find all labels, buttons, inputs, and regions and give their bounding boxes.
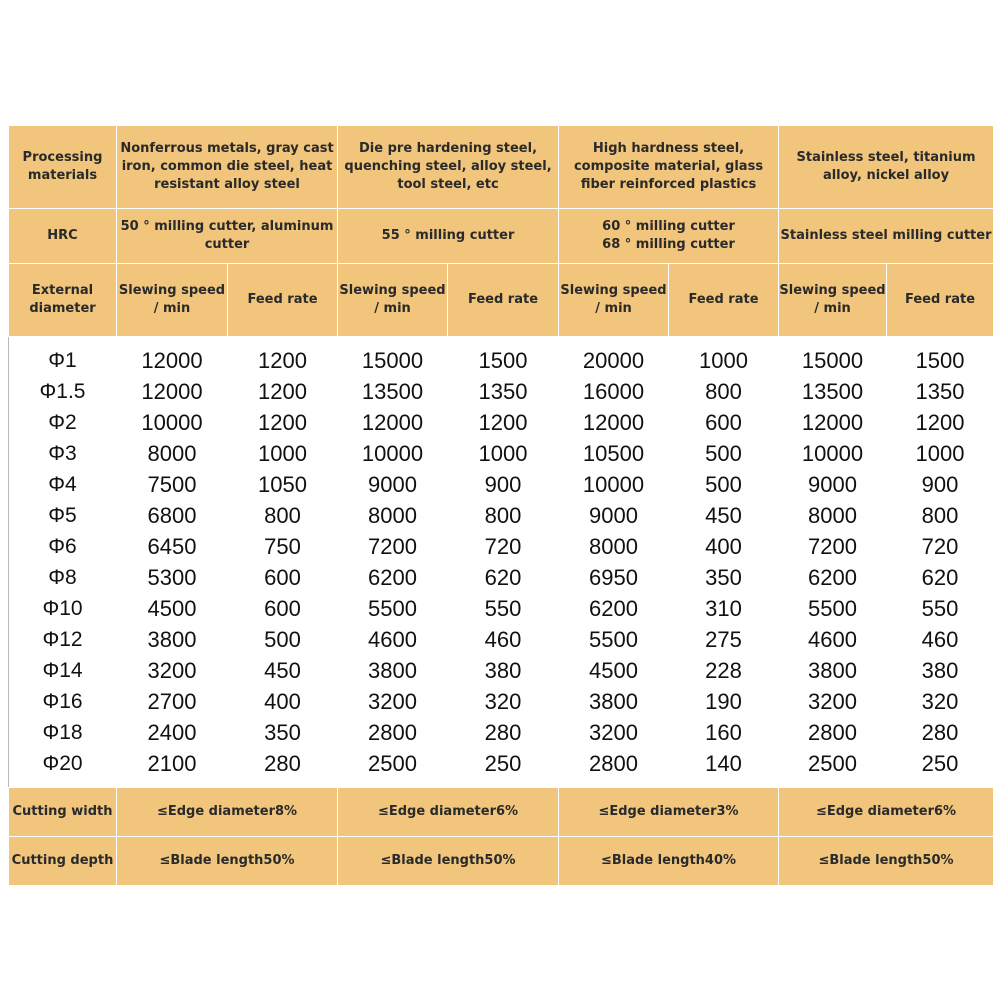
hrc-row [9,209,994,264]
table-row [9,345,994,376]
slewing-speed-cell: 3800 [559,686,669,717]
slewing-speed-cell: 10500 [559,438,669,469]
table-row [9,376,994,407]
slewing-speed-cell: 3200 [338,686,448,717]
slewing-speed-cell: 5300 [117,562,228,593]
slewing-speed-cell: 5500 [779,593,887,624]
feed-rate-cell: 140 [669,748,779,779]
slewing-speed-cell: 6450 [117,531,228,562]
diameter-cell: Φ3 [9,438,117,469]
slewing-speed-cell: 13500 [779,376,887,407]
cutting-width-row [9,788,994,837]
material-cell: High hardness steel, composite material, glass fiber reinforced plastics [559,126,779,209]
slewing-speed-header: Slewing speed / min [559,264,669,337]
feed-rate-cell: 500 [228,624,338,655]
feed-rate-cell: 800 [448,500,559,531]
table-row [9,686,994,717]
diameter-cell: Φ1 [9,345,117,376]
feed-rate-cell: 750 [228,531,338,562]
feed-rate-cell: 1200 [448,407,559,438]
diameter-cell: Φ2 [9,407,117,438]
table-row [9,593,994,624]
feed-rate-header: Feed rate [448,264,559,337]
slewing-speed-cell: 2800 [779,717,887,748]
slewing-speed-cell: 3800 [338,655,448,686]
slewing-speed-cell: 2400 [117,717,228,748]
cutting-width-cell: ≤Edge diameter3% [559,788,779,837]
slewing-speed-header: Slewing speed / min [117,264,228,337]
slewing-speed-cell: 5500 [559,624,669,655]
material-cell: Stainless steel, titanium alloy, nickel alloy [779,126,994,209]
slewing-speed-cell: 2500 [338,748,448,779]
feed-rate-cell: 1200 [228,376,338,407]
hrc-cell: 50 ° milling cutter, aluminum cutter [117,209,338,264]
milling-parameters-table [8,125,994,886]
feed-rate-cell: 550 [887,593,994,624]
diameter-cell: Φ8 [9,562,117,593]
feed-rate-cell: 228 [669,655,779,686]
feed-rate-cell: 280 [887,717,994,748]
feed-rate-cell: 1350 [448,376,559,407]
feed-rate-cell: 280 [228,748,338,779]
cutting-depth-label: Cutting depth [9,837,117,886]
feed-rate-cell: 320 [448,686,559,717]
cutting-width-cell: ≤Edge diameter8% [117,788,338,837]
slewing-speed-cell: 2800 [559,748,669,779]
feed-rate-cell: 1000 [887,438,994,469]
feed-rate-cell: 600 [228,562,338,593]
hrc-cell: Stainless steel milling cutter [779,209,994,264]
feed-rate-cell: 1200 [228,407,338,438]
slewing-speed-cell: 3200 [779,686,887,717]
slewing-speed-cell: 3800 [117,624,228,655]
slewing-speed-cell: 12000 [117,345,228,376]
hrc-cell: 55 ° milling cutter [338,209,559,264]
materials-row [9,126,994,209]
external-diameter-label: External diameter [9,264,117,337]
cutting-width-cell: ≤Edge diameter6% [338,788,559,837]
feed-rate-cell: 620 [887,562,994,593]
table-row [9,562,994,593]
slewing-speed-cell: 10000 [559,469,669,500]
feed-rate-cell: 450 [669,500,779,531]
feed-rate-header: Feed rate [669,264,779,337]
feed-rate-cell: 400 [669,531,779,562]
spacer-row [9,779,994,788]
feed-rate-cell: 160 [669,717,779,748]
slewing-speed-cell: 8000 [117,438,228,469]
feed-rate-cell: 800 [887,500,994,531]
slewing-speed-cell: 12000 [559,407,669,438]
feed-rate-cell: 1050 [228,469,338,500]
diameter-cell: Φ14 [9,655,117,686]
slewing-speed-cell: 9000 [338,469,448,500]
slewing-speed-cell: 6200 [559,593,669,624]
spacer-row [9,337,994,346]
feed-rate-cell: 1350 [887,376,994,407]
hrc-cell: 60 ° milling cutter 68 ° milling cutter [559,209,779,264]
slewing-speed-header: Slewing speed / min [779,264,887,337]
slewing-speed-cell: 8000 [779,500,887,531]
feed-rate-cell: 310 [669,593,779,624]
feed-rate-cell: 320 [887,686,994,717]
feed-rate-cell: 250 [448,748,559,779]
feed-rate-cell: 900 [887,469,994,500]
feed-rate-cell: 460 [887,624,994,655]
table-row [9,438,994,469]
feed-rate-cell: 900 [448,469,559,500]
diameter-cell: Φ4 [9,469,117,500]
feed-rate-cell: 380 [448,655,559,686]
feed-rate-cell: 1000 [669,345,779,376]
feed-rate-cell: 500 [669,438,779,469]
cutting-width-cell: ≤Edge diameter6% [779,788,994,837]
slewing-speed-cell: 20000 [559,345,669,376]
column-subheader-row [9,264,994,337]
feed-rate-cell: 275 [669,624,779,655]
feed-rate-cell: 1200 [887,407,994,438]
cutting-depth-cell: ≤Blade length40% [559,837,779,886]
slewing-speed-cell: 6200 [338,562,448,593]
material-cell: Nonferrous metals, gray cast iron, common die steel, heat resistant alloy steel [117,126,338,209]
slewing-speed-cell: 8000 [559,531,669,562]
slewing-speed-cell: 2100 [117,748,228,779]
cutting-depth-cell: ≤Blade length50% [779,837,994,886]
feed-rate-cell: 600 [669,407,779,438]
slewing-speed-header: Slewing speed / min [338,264,448,337]
slewing-speed-cell: 7500 [117,469,228,500]
table-row [9,531,994,562]
diameter-cell: Φ12 [9,624,117,655]
slewing-speed-cell: 4500 [559,655,669,686]
slewing-speed-cell: 9000 [779,469,887,500]
slewing-speed-cell: 2700 [117,686,228,717]
table-row [9,469,994,500]
feed-rate-cell: 1200 [228,345,338,376]
slewing-speed-cell: 3200 [117,655,228,686]
feed-rate-cell: 550 [448,593,559,624]
feed-rate-cell: 800 [228,500,338,531]
table-row [9,748,994,779]
slewing-speed-cell: 12000 [117,376,228,407]
feed-rate-cell: 500 [669,469,779,500]
material-cell: Die pre hardening steel, quenching steel, alloy steel, tool steel, etc [338,126,559,209]
slewing-speed-cell: 12000 [779,407,887,438]
slewing-speed-cell: 2500 [779,748,887,779]
slewing-speed-cell: 10000 [338,438,448,469]
table-row [9,407,994,438]
feed-rate-cell: 350 [228,717,338,748]
diameter-cell: Φ10 [9,593,117,624]
feed-rate-cell: 620 [448,562,559,593]
slewing-speed-cell: 5500 [338,593,448,624]
feed-rate-cell: 1500 [887,345,994,376]
feed-rate-cell: 720 [448,531,559,562]
slewing-speed-cell: 6200 [779,562,887,593]
hrc-label: HRC [9,209,117,264]
processing-materials-label: Processing materials [9,126,117,209]
table-row [9,624,994,655]
slewing-speed-cell: 7200 [779,531,887,562]
feed-rate-cell: 250 [887,748,994,779]
diameter-cell: Φ20 [9,748,117,779]
feed-rate-cell: 280 [448,717,559,748]
slewing-speed-cell: 12000 [338,407,448,438]
slewing-speed-cell: 10000 [117,407,228,438]
feed-rate-cell: 190 [669,686,779,717]
feed-rate-cell: 350 [669,562,779,593]
slewing-speed-cell: 8000 [338,500,448,531]
feed-rate-cell: 800 [669,376,779,407]
slewing-speed-cell: 6950 [559,562,669,593]
slewing-speed-cell: 10000 [779,438,887,469]
table-row [9,500,994,531]
slewing-speed-cell: 2800 [338,717,448,748]
slewing-speed-cell: 7200 [338,531,448,562]
feed-rate-cell: 1500 [448,345,559,376]
table-row [9,717,994,748]
slewing-speed-cell: 16000 [559,376,669,407]
cutting-depth-cell: ≤Blade length50% [117,837,338,886]
cutting-width-label: Cutting width [9,788,117,837]
slewing-speed-cell: 15000 [338,345,448,376]
feed-rate-cell: 600 [228,593,338,624]
feed-rate-cell: 1000 [448,438,559,469]
feed-rate-header: Feed rate [228,264,338,337]
diameter-cell: Φ16 [9,686,117,717]
cutting-depth-row [9,837,994,886]
feed-rate-cell: 400 [228,686,338,717]
slewing-speed-cell: 15000 [779,345,887,376]
diameter-cell: Φ1.5 [9,376,117,407]
slewing-speed-cell: 13500 [338,376,448,407]
feed-rate-cell: 460 [448,624,559,655]
feed-rate-header: Feed rate [887,264,994,337]
slewing-speed-cell: 6800 [117,500,228,531]
feed-rate-cell: 720 [887,531,994,562]
diameter-cell: Φ6 [9,531,117,562]
feed-rate-cell: 1000 [228,438,338,469]
feed-rate-cell: 450 [228,655,338,686]
feed-rate-cell: 380 [887,655,994,686]
slewing-speed-cell: 4600 [779,624,887,655]
cutting-depth-cell: ≤Blade length50% [338,837,559,886]
diameter-cell: Φ18 [9,717,117,748]
diameter-cell: Φ5 [9,500,117,531]
table-row [9,655,994,686]
slewing-speed-cell: 4600 [338,624,448,655]
slewing-speed-cell: 4500 [117,593,228,624]
slewing-speed-cell: 3800 [779,655,887,686]
slewing-speed-cell: 3200 [559,717,669,748]
slewing-speed-cell: 9000 [559,500,669,531]
